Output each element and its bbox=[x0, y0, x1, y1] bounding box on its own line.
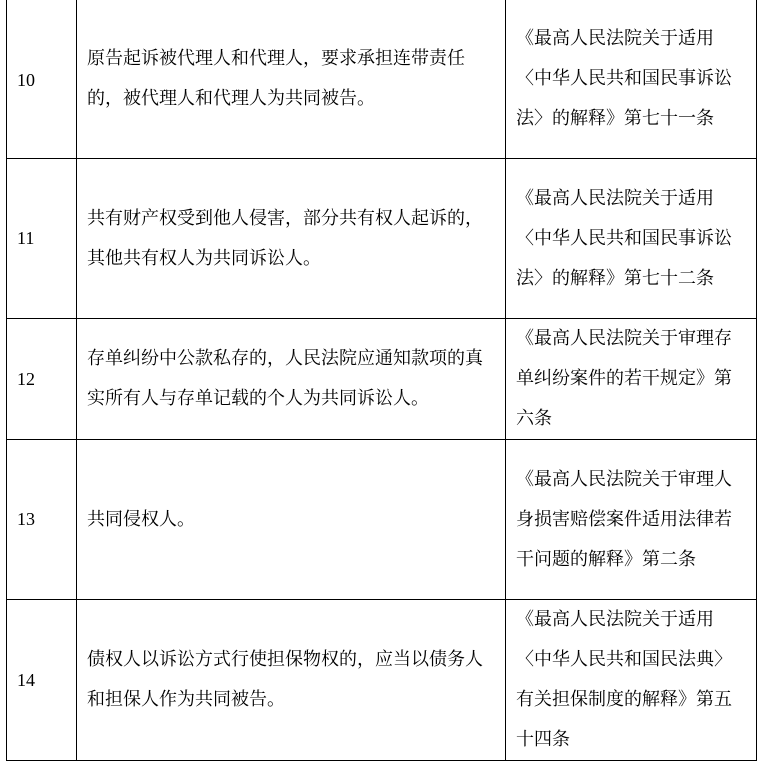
basis-cell bbox=[506, 319, 757, 440]
row-number: 12 bbox=[17, 368, 35, 389]
rule-text: 债权人以诉讼方式行使担保物权的，应当以债务人和担保人作为共同被告。 bbox=[87, 649, 483, 710]
document-table bbox=[6, 0, 757, 761]
table-row bbox=[7, 440, 757, 600]
basis-text: 《最高人民法院关于适用〈中华人民共和国民法典〉有关担保制度的解释》第五十四条 bbox=[516, 609, 732, 750]
basis-cell bbox=[506, 440, 757, 600]
basis-text: 《最高人民法院关于适用〈中华人民共和国民事诉讼法〉的解释》第七十一条 bbox=[516, 27, 732, 129]
rule-cell bbox=[77, 159, 506, 319]
row-number-cell bbox=[7, 0, 77, 159]
row-number: 13 bbox=[17, 509, 35, 529]
basis-text: 《最高人民法院关于适用〈中华人民共和国民事诉讼法〉的解释》第七十二条 bbox=[516, 187, 732, 289]
rule-text: 原告起诉被代理人和代理人，要求承担连带责任的，被代理人和代理人为共同被告。 bbox=[87, 47, 465, 109]
rule-cell bbox=[77, 319, 506, 440]
rule-cell bbox=[77, 440, 506, 600]
row-number: 11 bbox=[17, 228, 35, 248]
table-row bbox=[7, 600, 757, 761]
basis-cell bbox=[506, 159, 757, 319]
basis-cell bbox=[506, 0, 757, 159]
table-row bbox=[7, 319, 757, 440]
rule-text: 共同侵权人。 bbox=[87, 508, 195, 530]
basis-cell bbox=[506, 600, 757, 761]
table-row bbox=[7, 0, 757, 159]
row-number: 10 bbox=[17, 70, 35, 90]
rule-cell bbox=[77, 600, 506, 761]
row-number-cell bbox=[7, 600, 77, 761]
rule-text: 存单纠纷中公款私存的，人民法院应通知款项的真实所有人与存单记载的个人为共同诉讼人。 bbox=[87, 348, 483, 409]
row-number-cell bbox=[7, 319, 77, 440]
basis-text: 《最高人民法院关于审理人身损害赔偿案件适用法律若干问题的解释》第二条 bbox=[516, 468, 732, 570]
row-number-cell bbox=[7, 440, 77, 600]
row-number: 14 bbox=[17, 669, 35, 690]
rule-text: 共有财产权受到他人侵害，部分共有权人起诉的，其他共有权人为共同诉讼人。 bbox=[87, 207, 483, 269]
row-number-cell bbox=[7, 159, 77, 319]
table-row bbox=[7, 159, 757, 319]
rule-cell bbox=[77, 0, 506, 159]
basis-text: 《最高人民法院关于审理存单纠纷案件的若干规定》第六条 bbox=[516, 328, 732, 429]
